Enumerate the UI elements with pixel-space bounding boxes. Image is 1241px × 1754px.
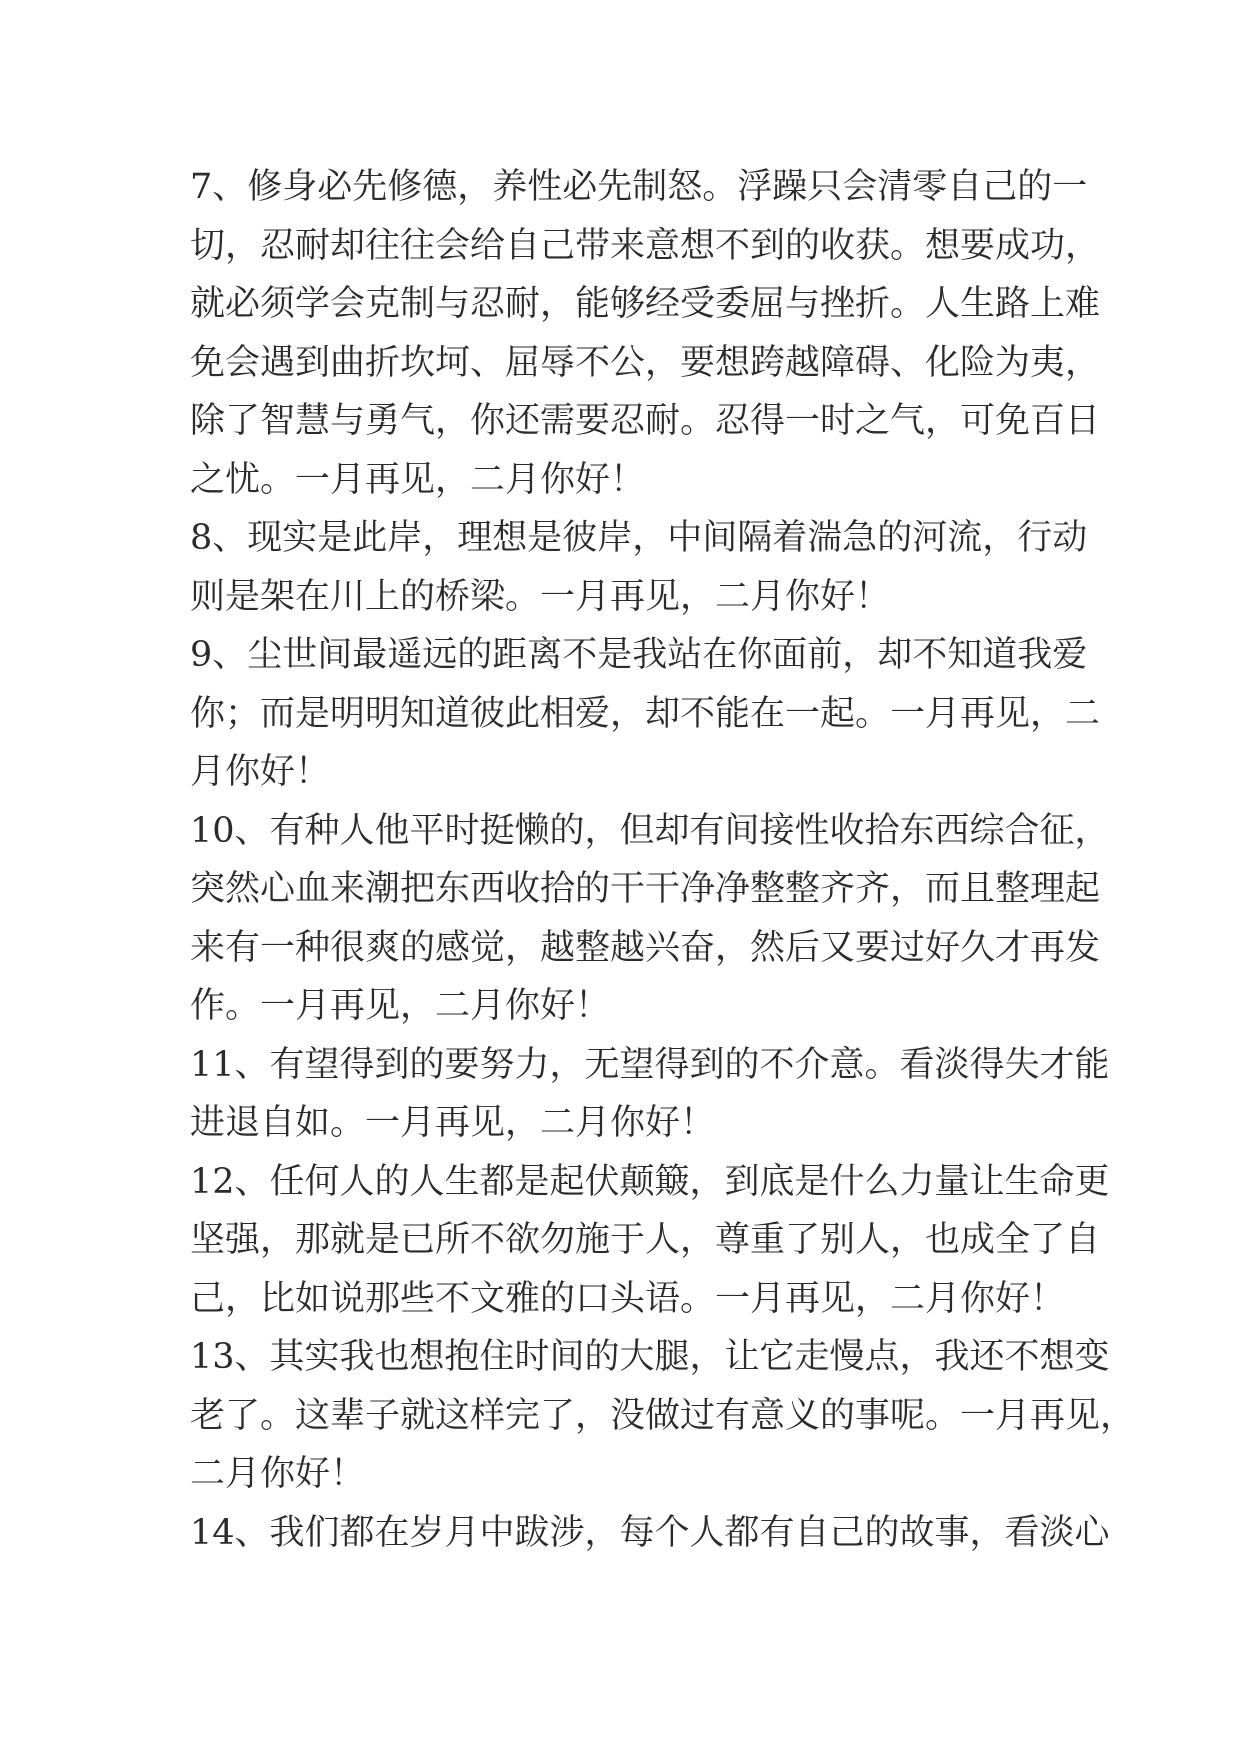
text-line: 月你好！ [190,752,331,792]
text-line: 7、修身必先修德，养性必先制怒。浮躁只会清零自己的一 [190,167,1088,207]
text-line: 作。一月再见，二月你好！ [190,986,611,1026]
text-line: 进退自如。一月再见，二月你好！ [190,1103,716,1143]
text-line: 8、现实是此岸，理想是彼岸，中间隔着湍急的河流，行动 [190,518,1088,558]
text-line: 老了。这辈子就这样完了，没做过有意义的事呢。一月再见， [190,1395,1136,1436]
text-line: 除了智慧与勇气，你还需要忍耐。忍得一时之气，可免百日 [190,401,1101,441]
text-line: 之忧。一月再见，二月你好！ [190,459,646,500]
text-line: 突然心血来潮把东西收拾的干干净净整整齐齐，而且整理起 [190,869,1101,909]
text-line: 你；而是明明知道彼此相爱，却不能在一起。一月再见，二 [190,693,1101,734]
text-line: 来有一种很爽的感觉，越整越兴奋，然后又要过好久才再发 [190,927,1101,968]
text-line: 免会遇到曲折坎坷、屈辱不公，要想跨越障碍、化险为夷， [190,342,1101,383]
text-line: 12、任何人的人生都是起伏颠簸，到底是什么力量让生命更 [190,1161,1110,1202]
text-line: 己，比如说那些不文雅的口头语。一月再见，二月你好！ [190,1278,1066,1319]
text-line: 9、尘世间最遥远的距离不是我站在你面前，却不知道我爱 [190,635,1088,675]
text-line: 切，忍耐却往往会给自己带来意想不到的收获。想要成功， [190,225,1101,266]
text-line: 则是架在川上的桥梁。一月再见，二月你好！ [190,576,891,617]
text-line: 10、有种人他平时挺懒的，但却有间接性收拾东西综合征， [190,810,1110,851]
text-line: 二月你好！ [190,1454,366,1494]
text-line: 14、我们都在岁月中跋涉，每个人都有自己的故事，看淡心 [190,1512,1110,1553]
text-line: 11、有望得到的要努力，无望得到的不介意。看淡得失才能 [190,1044,1110,1085]
text-line: 就必须学会克制与忍耐，能够经受委屈与挫折。人生路上难 [190,284,1101,324]
text-line: 坚强，那就是已所不欲勿施于人，尊重了别人，也成全了自 [190,1220,1101,1260]
text-line: 13、其实我也想抱住时间的大腿，让它走慢点，我还不想变 [190,1337,1110,1377]
body-text [190,158,1136,1562]
